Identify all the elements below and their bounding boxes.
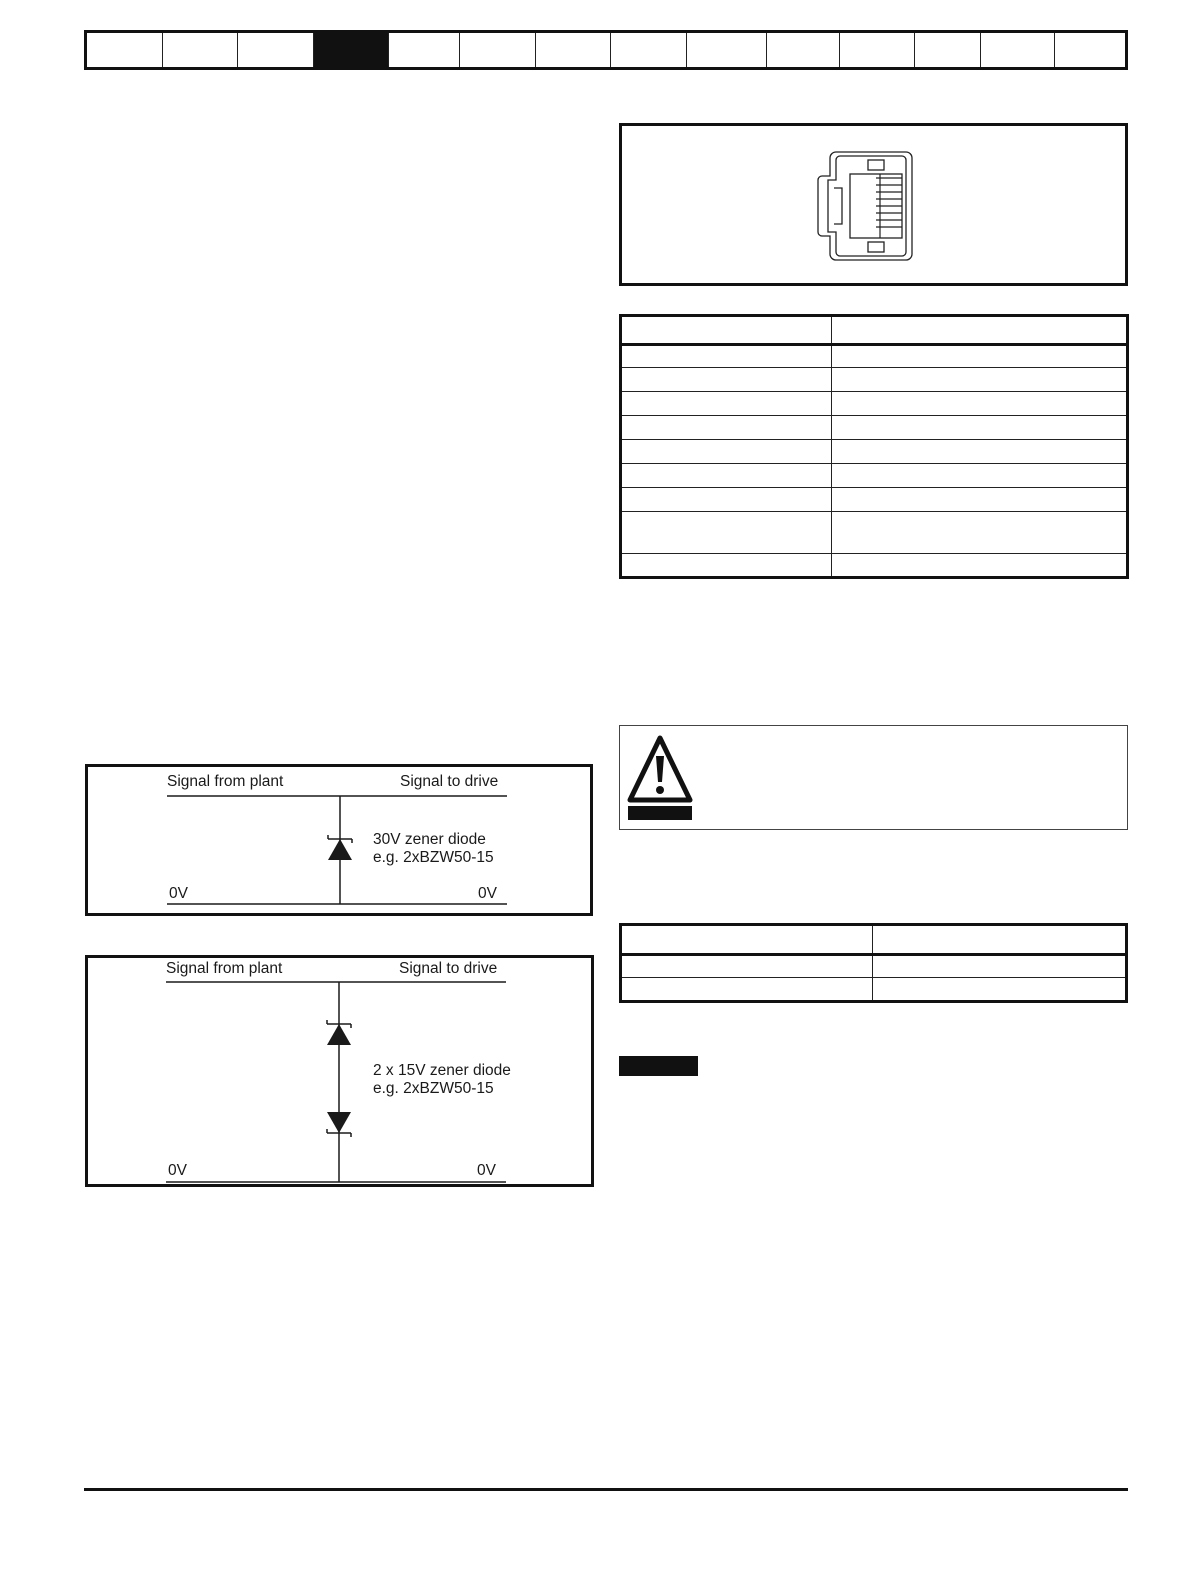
diode-label-line2: e.g. 2xBZW50-15 bbox=[373, 849, 494, 866]
signal-from-plant-label: Signal from plant bbox=[167, 773, 284, 790]
header-tab[interactable] bbox=[687, 33, 767, 67]
table-cell bbox=[832, 488, 1128, 512]
header-tab-bar bbox=[84, 30, 1128, 70]
table-cell bbox=[621, 416, 832, 440]
table-cell bbox=[621, 368, 832, 392]
table-row bbox=[621, 955, 1127, 978]
table-cell bbox=[621, 345, 832, 368]
header-tab[interactable] bbox=[915, 33, 981, 67]
table-cell bbox=[621, 554, 832, 578]
zener-30v-figure bbox=[85, 764, 593, 916]
table-header-row bbox=[621, 925, 1127, 955]
table-cell bbox=[621, 440, 832, 464]
table-cell bbox=[832, 416, 1128, 440]
table-header-cell bbox=[832, 316, 1128, 345]
table-cell bbox=[621, 392, 832, 416]
table-cell bbox=[832, 392, 1128, 416]
table-cell bbox=[832, 440, 1128, 464]
header-tab[interactable] bbox=[1055, 33, 1125, 67]
table-cell bbox=[832, 554, 1128, 578]
table-cell bbox=[621, 512, 832, 554]
table-cell bbox=[832, 464, 1128, 488]
footer-rule bbox=[84, 1488, 1128, 1491]
connector-figure bbox=[619, 123, 1128, 286]
table-header-cell bbox=[621, 316, 832, 345]
zero-volt-left-label: 0V bbox=[168, 1162, 187, 1179]
table-row bbox=[621, 392, 1128, 416]
warning-triangle-icon bbox=[626, 734, 694, 822]
header-tab[interactable] bbox=[163, 33, 238, 67]
header-tab[interactable] bbox=[87, 33, 163, 67]
zero-volt-right-label: 0V bbox=[478, 885, 497, 902]
table-row bbox=[621, 512, 1128, 554]
header-tab-active[interactable] bbox=[314, 33, 389, 67]
header-tab[interactable] bbox=[389, 33, 460, 67]
table-cell bbox=[621, 978, 873, 1002]
table-cell bbox=[832, 345, 1128, 368]
table-row bbox=[621, 416, 1128, 440]
rj45-connector-icon bbox=[622, 126, 1125, 283]
note-badge bbox=[619, 1056, 698, 1076]
table-cell bbox=[621, 488, 832, 512]
table-row bbox=[621, 488, 1128, 512]
small-table bbox=[619, 923, 1128, 1003]
table-row bbox=[621, 554, 1128, 578]
header-tab[interactable] bbox=[767, 33, 840, 67]
table-header-row bbox=[621, 316, 1128, 345]
signal-from-plant-label: Signal from plant bbox=[166, 960, 283, 977]
zener-diode-schematic bbox=[88, 767, 590, 913]
table-cell bbox=[832, 512, 1128, 554]
warning-box bbox=[619, 725, 1128, 830]
table-row bbox=[621, 440, 1128, 464]
zener-2x15v-figure bbox=[85, 955, 594, 1187]
diode-label-line2: e.g. 2xBZW50-15 bbox=[373, 1080, 494, 1097]
header-tab[interactable] bbox=[536, 33, 611, 67]
table-row bbox=[621, 368, 1128, 392]
signal-to-drive-label: Signal to drive bbox=[400, 773, 499, 790]
header-tab[interactable] bbox=[238, 33, 314, 67]
table-row bbox=[621, 464, 1128, 488]
table-cell bbox=[873, 955, 1127, 978]
diode-label-line1: 2 x 15V zener diode bbox=[373, 1062, 511, 1079]
header-tab[interactable] bbox=[611, 33, 687, 67]
table-header-cell bbox=[873, 925, 1127, 955]
table-row bbox=[621, 978, 1127, 1002]
zero-volt-right-label: 0V bbox=[477, 1162, 496, 1179]
table-header-cell bbox=[621, 925, 873, 955]
header-tab[interactable] bbox=[840, 33, 915, 67]
header-tab[interactable] bbox=[460, 33, 536, 67]
zero-volt-left-label: 0V bbox=[169, 885, 188, 902]
header-tab[interactable] bbox=[981, 33, 1055, 67]
zener-diode-pair-schematic bbox=[88, 958, 591, 1184]
signal-to-drive-label: Signal to drive bbox=[399, 960, 498, 977]
table-cell bbox=[621, 955, 873, 978]
table-cell bbox=[832, 368, 1128, 392]
diode-label-line1: 30V zener diode bbox=[373, 831, 486, 848]
table-row bbox=[621, 345, 1128, 368]
pin-table bbox=[619, 314, 1129, 579]
table-cell bbox=[873, 978, 1127, 1002]
table-cell bbox=[621, 464, 832, 488]
